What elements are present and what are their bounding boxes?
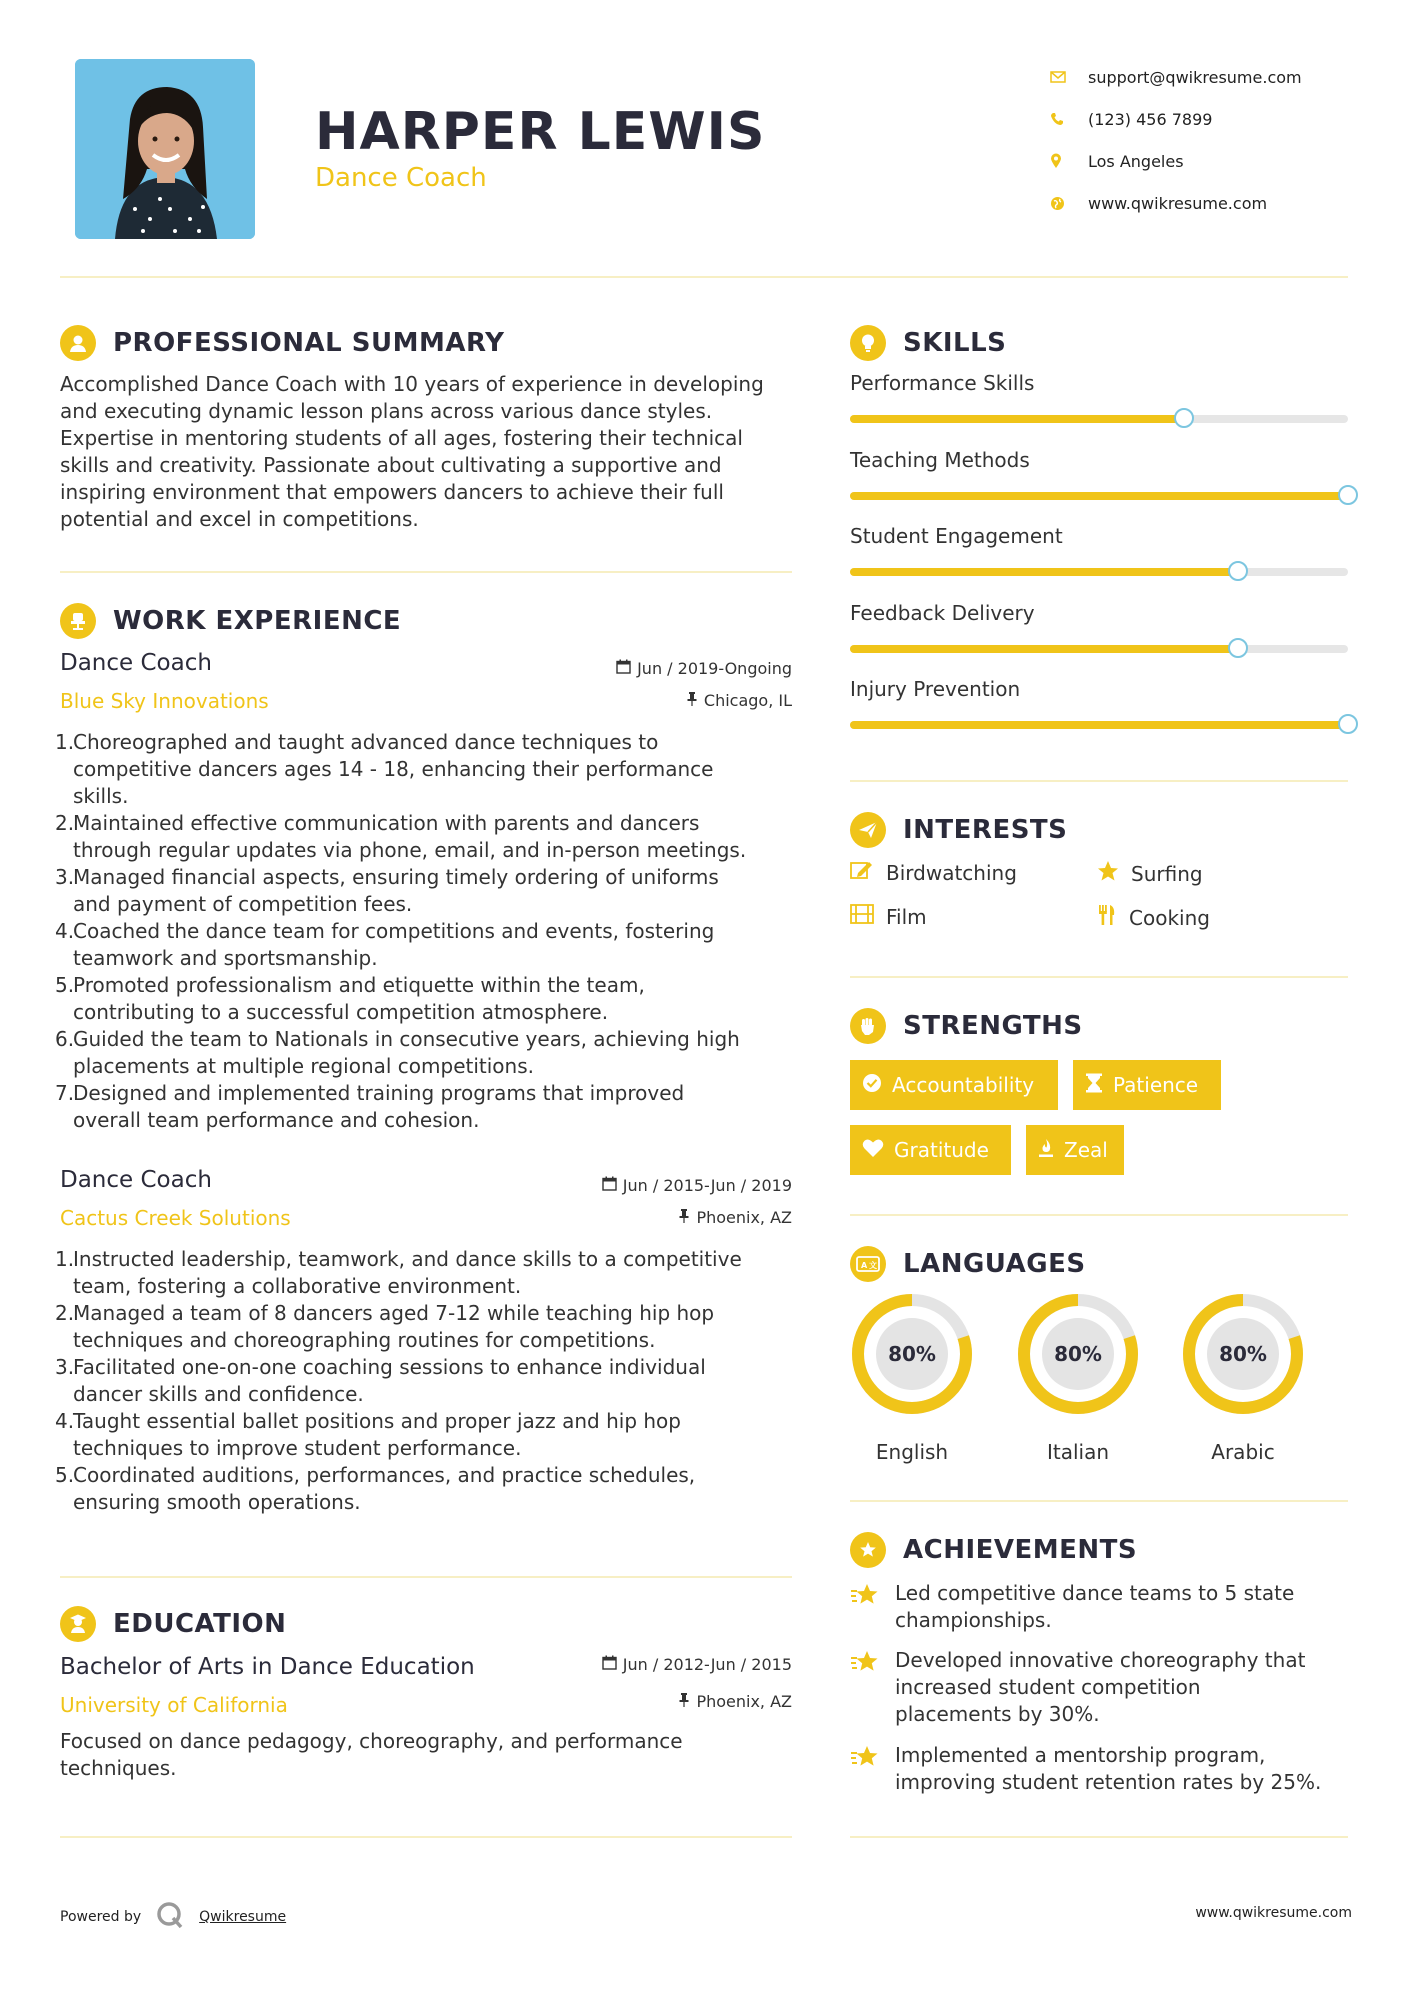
fire-icon [1038, 1138, 1054, 1163]
section-divider [60, 1576, 792, 1578]
school-name: University of California [60, 1693, 288, 1717]
heart-icon [862, 1138, 884, 1163]
skill-bar [850, 415, 1348, 423]
paper-plane-icon [850, 812, 886, 848]
star-burst-icon [850, 1742, 895, 1796]
achievements-header [850, 1532, 1137, 1568]
skills-heading: SKILLS [903, 328, 1007, 358]
skill-slider-knob [1228, 638, 1248, 658]
list-item: 4. Coached the dance team for competitions and events, fostering teamwork and sportsmanship. [55, 919, 715, 970]
calendar-icon [616, 659, 631, 678]
interests-header [850, 812, 1067, 848]
education-location-text: Phoenix, AZ [696, 1692, 792, 1711]
list-item: 5. Coordinated auditions, performances, and practice schedules, ensuring smooth operations. [55, 1463, 696, 1514]
job-company: Cactus Creek Solutions [60, 1206, 291, 1230]
strengths-heading: STRENGTHS [903, 1011, 1083, 1041]
strength-badge-gratitude [850, 1125, 1011, 1175]
job-location-text: Chicago, IL [703, 691, 792, 710]
powered-by-text: Powered by [60, 1909, 142, 1925]
list-item: 3. Managed financial aspects, ensuring timely ordering of uniforms and payment of competition fees. [55, 865, 719, 916]
interest-surfing [1097, 860, 1203, 887]
degree-title: Bachelor of Arts in Dance Education [60, 1654, 475, 1680]
job-dates [440, 1176, 792, 1195]
job-title: Dance Coach [60, 650, 212, 676]
achievements-heading: ACHIEVEMENTS [903, 1535, 1138, 1565]
summary-heading: PROFESSIONAL SUMMARY [113, 328, 505, 358]
strength-badge-patience [1073, 1060, 1221, 1110]
skill-bar-fill [850, 721, 1348, 729]
interest-label: Cooking [1129, 905, 1210, 930]
svg-text:A: A [861, 1261, 868, 1270]
education-header [60, 1606, 286, 1642]
film-icon [850, 904, 874, 929]
skill-slider-knob [1338, 485, 1358, 505]
job-dates [440, 659, 792, 678]
skill-bar-fill [850, 568, 1238, 576]
envelope-icon [1050, 71, 1088, 83]
contact-email[interactable] [1050, 56, 1380, 98]
skill-label: Student Engagement [850, 524, 1063, 548]
summary-line: skills and creativity. Passionate about cultivating a supportive and [60, 453, 722, 477]
star-burst-icon [850, 1647, 895, 1728]
phone-icon [1050, 112, 1088, 126]
skill-label: Feedback Delivery [850, 600, 1035, 625]
profile-photo [75, 59, 255, 239]
list-item: 2. Maintained effective communication with parents and dancers through regular updates via phone, email, and in-person meetings. [55, 811, 747, 862]
education-location [440, 1692, 792, 1711]
achievement-item: Developed innovative choreography that increased student competition placements by 30%. [850, 1647, 1350, 1728]
trophy-star-icon [850, 1532, 886, 1568]
chair-icon [60, 603, 96, 639]
strength-label: Accountability [892, 1073, 1035, 1097]
pushpin-icon [686, 691, 698, 710]
portrait-image [75, 59, 255, 239]
interest-label: Birdwatching [886, 860, 1017, 885]
skills-header [850, 325, 1006, 361]
interests-heading: INTERESTS [903, 815, 1068, 845]
language-percent: 80% [1054, 1342, 1102, 1366]
section-divider [850, 1214, 1348, 1216]
job-dates-text: Jun / 2015-Jun / 2019 [622, 1176, 792, 1195]
achievement-item: Implemented a mentorship program, improving student retention rates by 25%. [850, 1742, 1350, 1796]
language-percent: 80% [1219, 1342, 1267, 1366]
list-item: 3. Facilitated one-on-one coaching sessions to enhance individual dancer skills and confidence. [55, 1355, 706, 1406]
phone-text: (123) 456 7899 [1088, 109, 1213, 129]
summary-line: Expertise in mentoring students of all ages, fostering their technical [60, 426, 743, 450]
strength-label: Patience [1113, 1073, 1199, 1097]
hourglass-icon [1085, 1073, 1103, 1098]
languages-heading: LANGUAGES [903, 1249, 1086, 1279]
map-pin-icon [1050, 153, 1088, 169]
graduate-icon [60, 1606, 96, 1642]
skill-bar [850, 568, 1348, 576]
language-name: English [875, 1440, 949, 1464]
language-name: Arabic [1211, 1440, 1275, 1464]
skill-slider-knob [1338, 714, 1358, 734]
star-burst-icon [850, 1580, 895, 1634]
skill-label: Performance Skills [850, 371, 1035, 395]
skill-slider-knob [1228, 561, 1248, 581]
job-bullets [55, 729, 795, 1134]
website-text: www.qwikresume.com [1088, 193, 1268, 213]
list-item: 5. Promoted professionalism and etiquette within the team, contributing to a successful competition atmosphere. [55, 973, 645, 1024]
language-percent: 80% [888, 1342, 936, 1366]
calendar-icon [602, 1655, 617, 1674]
language-progress-ring [850, 1292, 974, 1416]
star-icon [1097, 860, 1119, 887]
job-location [440, 1208, 792, 1227]
interest-label: Surfing [1131, 861, 1203, 886]
job-bullets [55, 1246, 795, 1516]
summary-line: potential and excel in competitions. [60, 507, 419, 531]
summary-header [60, 325, 504, 361]
skill-label: Injury Prevention [850, 677, 1021, 701]
footer-website[interactable]: www.qwikresume.com [1195, 1905, 1352, 1921]
location-text: Los Angeles [1088, 151, 1184, 171]
list-item: 1. Choreographed and taught advanced dance techniques to competitive dancers ages 14 - 18, enhancing their performance skills. [55, 730, 714, 808]
strength-badge-zeal [1026, 1125, 1124, 1175]
summary-line: Accomplished Dance Coach with 10 years of experience in developing [60, 372, 764, 396]
strength-label: Zeal [1064, 1138, 1108, 1162]
language-progress-ring [1016, 1292, 1140, 1416]
list-item: 4. Taught essential ballet positions and proper jazz and hip hop techniques to improve student performance. [55, 1409, 681, 1460]
experience-heading: WORK EXPERIENCE [113, 606, 402, 636]
summary-line: inspiring environment that empowers dancers to achieve their full [60, 480, 724, 504]
globe-icon [1050, 196, 1088, 211]
interest-label: Film [886, 904, 927, 929]
experience-header [60, 603, 401, 639]
education-heading: EDUCATION [113, 1609, 287, 1639]
contact-location [1050, 140, 1380, 182]
check-circle-icon [862, 1073, 882, 1098]
qwikresume-logo-icon [155, 1900, 185, 1934]
skill-bar-fill [850, 415, 1184, 423]
list-item: 1. Instructed leadership, teamwork, and dance skills to a competitive team, fostering a collaborative environment. [55, 1247, 742, 1298]
job-location [440, 691, 792, 710]
pushpin-icon [678, 1692, 690, 1711]
strength-badge-accountability [850, 1060, 1058, 1110]
header-divider [60, 276, 1348, 278]
skill-bar-fill [850, 492, 1348, 500]
list-item: 7. Designed and implemented training programs that improved overall team performance and cohesion. [55, 1081, 685, 1132]
candidate-title: Dance Coach [315, 163, 487, 193]
calendar-icon [602, 1176, 617, 1195]
education-description: Focused on dance pedagogy, choreography, and performance techniques. [60, 1729, 683, 1780]
job-dates-text: Jun / 2019-Ongoing [637, 659, 792, 678]
list-item: 6. Guided the team to Nationals in consecutive years, achieving high placements at multiple regional competitions. [55, 1027, 740, 1078]
contact-phone[interactable] [1050, 98, 1380, 140]
skill-bar-fill [850, 645, 1238, 653]
job-company: Blue Sky Innovations [60, 689, 269, 713]
skill-bar [850, 721, 1348, 729]
contact-info [1050, 56, 1380, 224]
skill-bar [850, 645, 1348, 653]
translate-icon [850, 1246, 886, 1282]
summary-line: and executing dynamic lesson plans across various dance styles. [60, 399, 713, 423]
skill-label: Teaching Methods [850, 447, 1030, 472]
raised-fist-icon [850, 1008, 886, 1044]
languages-header [850, 1246, 1086, 1282]
lightbulb-icon [850, 325, 886, 361]
section-divider [850, 1500, 1348, 1502]
skill-slider-knob [1174, 408, 1194, 428]
strengths-header [850, 1008, 1083, 1044]
qwikresume-link[interactable]: Qwikresume [199, 1909, 287, 1925]
job-title: Dance Coach [60, 1167, 212, 1193]
skill-bar [850, 492, 1348, 500]
interest-film [850, 904, 927, 929]
language-item [1016, 1292, 1140, 1464]
education-dates [440, 1655, 792, 1674]
section-divider [850, 1836, 1348, 1838]
footer-powered-by [60, 1900, 286, 1934]
achievement-item: Led competitive dance teams to 5 state championships. [850, 1580, 1350, 1634]
interest-birdwatching [850, 860, 1017, 885]
language-item [1181, 1292, 1305, 1464]
strength-label: Gratitude [894, 1138, 989, 1162]
language-item [850, 1292, 974, 1464]
section-divider [60, 571, 792, 573]
edit-icon [850, 860, 874, 885]
list-item: 2. Managed a team of 8 dancers aged 7-12 while teaching hip hop techniques and choreographing routines for competitions. [55, 1301, 715, 1352]
contact-website[interactable] [1050, 182, 1380, 224]
interest-cooking [1097, 904, 1210, 931]
education-dates-text: Jun / 2012-Jun / 2015 [622, 1655, 792, 1674]
candidate-name: HARPER LEWIS [315, 102, 766, 162]
summary-text [60, 371, 800, 533]
email-text: support@qwikresume.com [1088, 67, 1302, 87]
user-icon [60, 325, 96, 361]
job-location-text: Phoenix, AZ [696, 1208, 792, 1227]
language-name: Italian [1046, 1440, 1110, 1464]
section-divider [850, 780, 1348, 782]
section-divider [850, 976, 1348, 978]
language-progress-ring [1181, 1292, 1305, 1416]
cutlery-icon [1097, 904, 1117, 931]
svg-text:文: 文 [869, 1261, 877, 1270]
pushpin-icon [678, 1208, 690, 1227]
section-divider [60, 1836, 792, 1838]
